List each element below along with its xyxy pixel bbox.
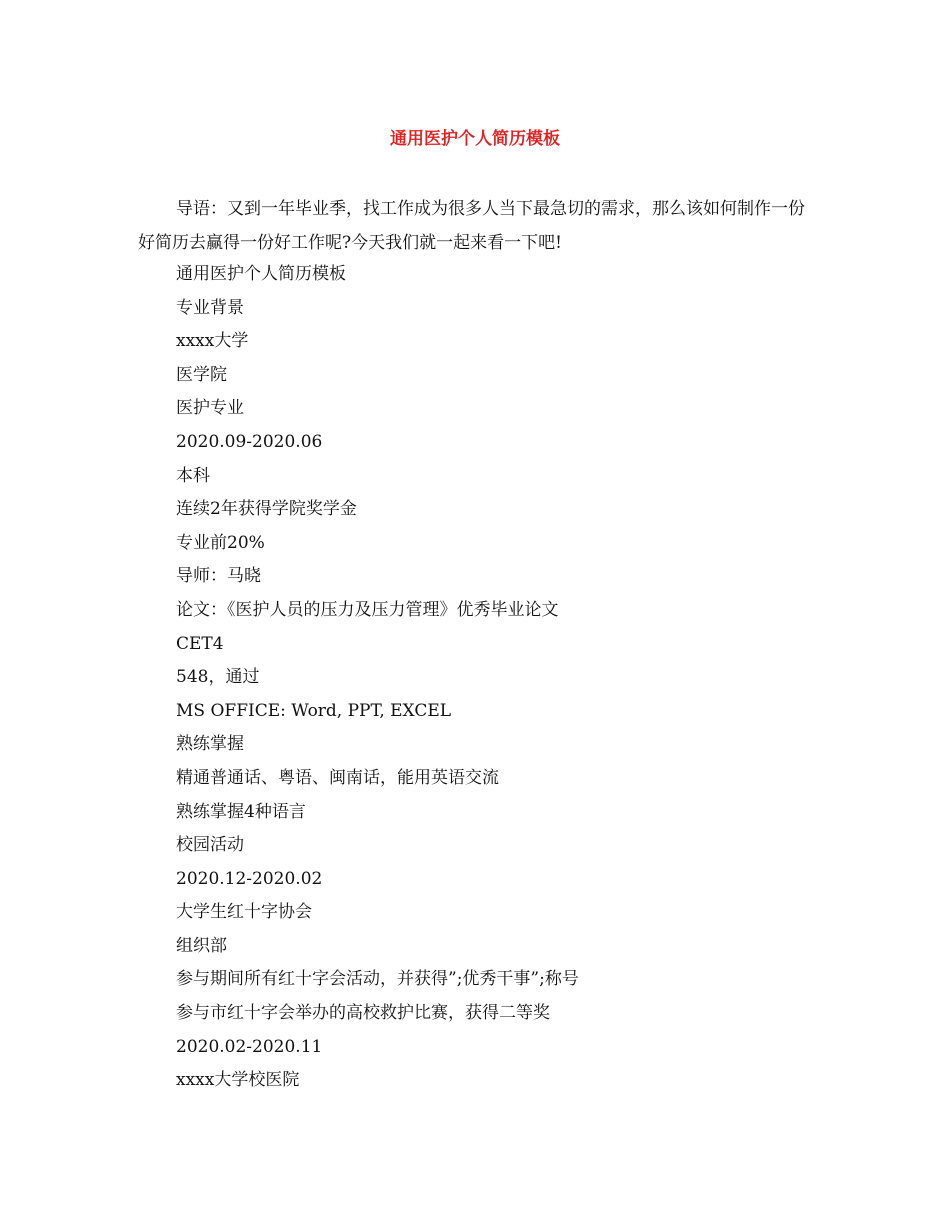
resume-line: CET4: [176, 633, 224, 654]
resume-line: xxxx大学校医院: [176, 1070, 300, 1091]
resume-line: 导师：马晓: [176, 566, 261, 587]
resume-line: 熟练掌握4种语言: [176, 801, 306, 822]
intro-paragraph: 导语：又到一年毕业季，找工作成为很多人当下最急切的需求，那么该如何制作一份好简历去赢得一份好工作呢?今天我们就一起来看一下吧!: [138, 199, 805, 253]
resume-line: 参与市红十字会举办的高校救护比赛，获得二等奖: [176, 1003, 550, 1024]
resume-line: 参与期间所有红十字会活动，并获得”;优秀干事”;称号: [176, 969, 579, 990]
resume-line: 2020.12-2020.02: [176, 868, 323, 889]
resume-line: 专业背景: [176, 297, 244, 318]
resume-line: 论文：《医护人员的压力及压力管理》优秀毕业论文: [176, 599, 559, 620]
resume-line: 精通普通话、粤语、闽南话，能用英语交流: [176, 767, 499, 788]
resume-line: 2020.02-2020.11: [176, 1036, 323, 1057]
resume-line: xxxx大学: [176, 331, 249, 352]
resume-line: 2020.09-2020.06: [176, 431, 323, 452]
resume-line: 组织部: [176, 935, 227, 956]
resume-lines: [176, 258, 579, 1098]
resume-line: 熟练掌握: [176, 734, 244, 755]
resume-line: 校园活动: [176, 835, 244, 856]
resume-line: 本科: [176, 465, 210, 486]
resume-line: 548，通过: [176, 667, 260, 688]
resume-line: 专业前20%: [176, 532, 265, 553]
resume-line: 医护专业: [176, 398, 244, 419]
resume-line: 连续2年获得学院奖学金: [176, 499, 357, 520]
resume-line: 大学生红十字协会: [176, 902, 312, 923]
resume-line: 医学院: [176, 364, 227, 385]
resume-line: MS OFFICE: Word, PPT, EXCEL: [176, 700, 452, 721]
resume-line: 通用医护个人简历模板: [176, 264, 346, 284]
document-title: 通用医护个人简历模板: [390, 129, 560, 149]
